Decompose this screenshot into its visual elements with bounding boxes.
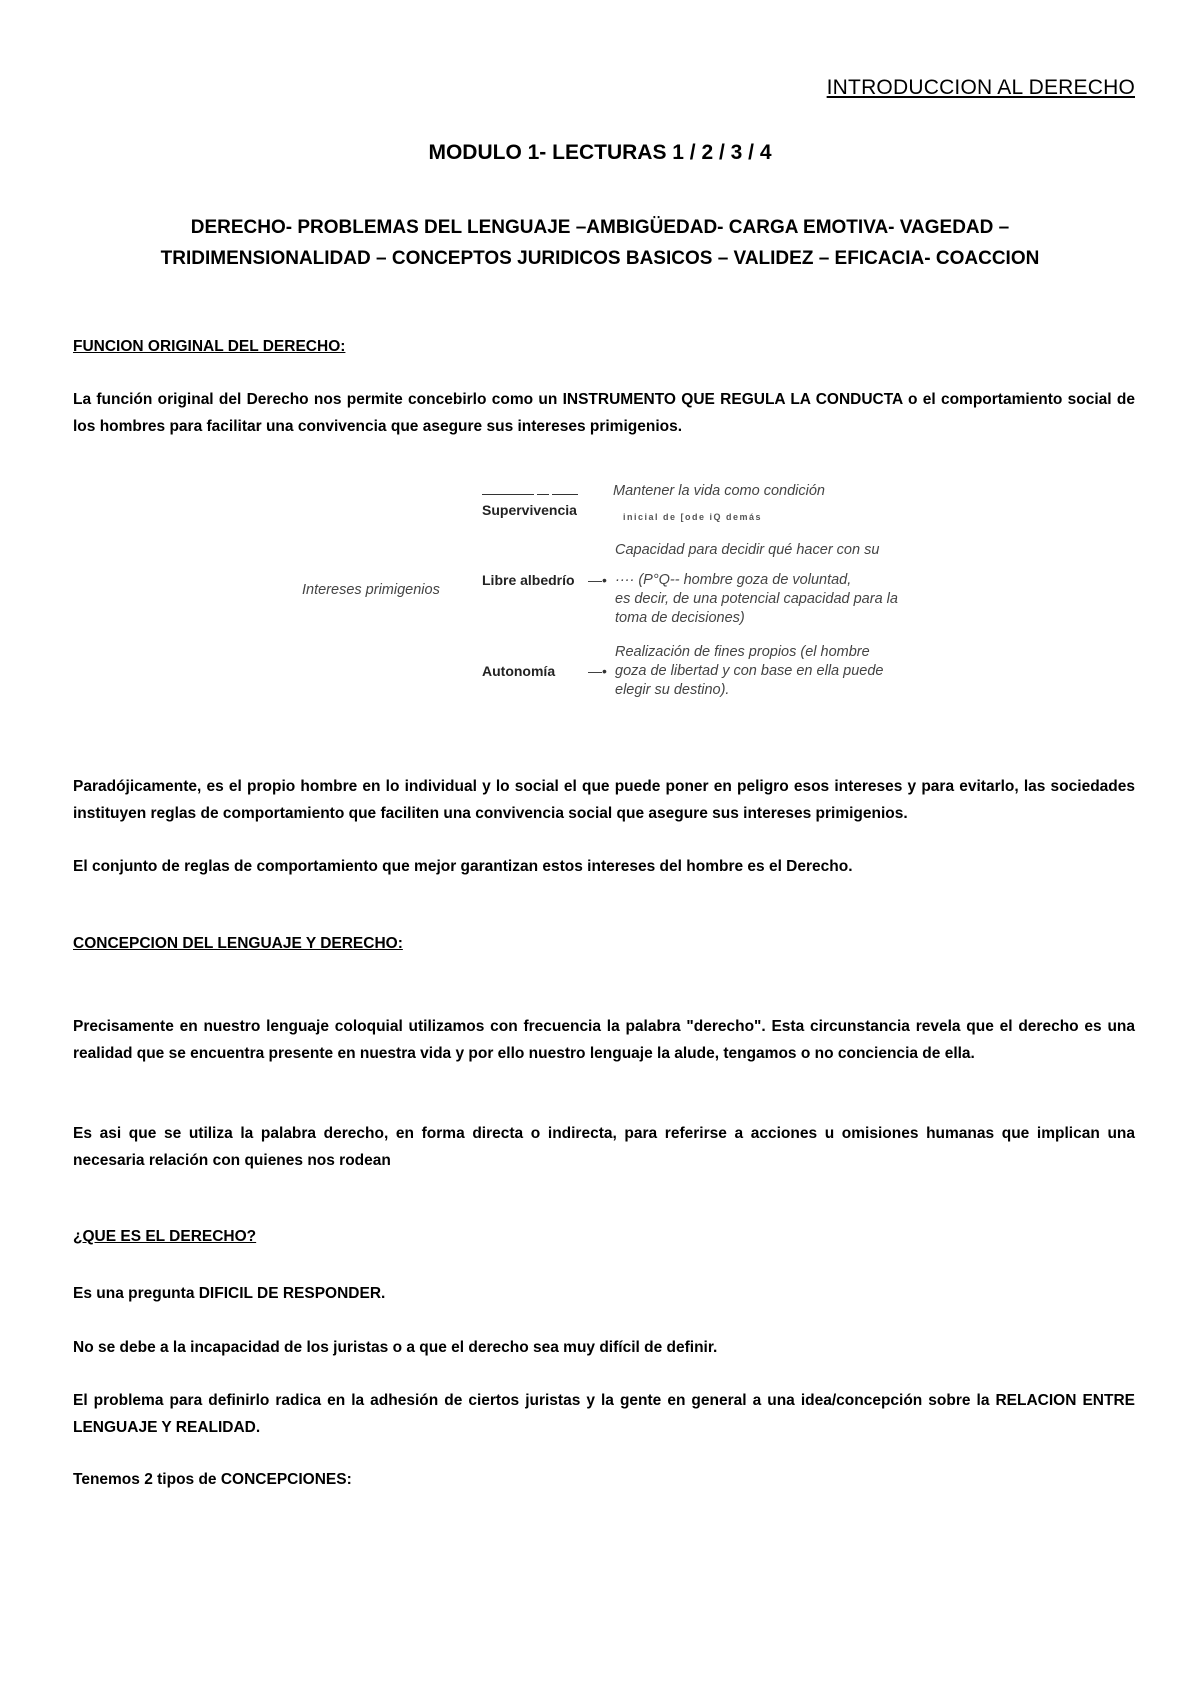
topics-line-1: DERECHO- PROBLEMAS DEL LENGUAJE –AMBIGÜEDAD- CARGA EMOTIVA- VAGEDAD – xyxy=(190,217,1010,238)
section-title-funcion: FUNCION ORIGINAL DEL DERECHO: xyxy=(73,338,346,355)
topics-line-2: TRIDIMENSIONALIDAD – CONCEPTOS JURIDICOS BASICOS – VALIDEZ – EFICACIA- COACCION xyxy=(160,248,1040,269)
diagram-desc-libre-albedrio-3: es decir, de una potencial capacidad para la xyxy=(615,591,898,607)
diagram-arrow: —• xyxy=(588,663,607,679)
diagram-root-label: Intereses primigenios xyxy=(302,582,440,598)
topics-heading xyxy=(60,212,1140,274)
diagram-desc-libre-albedrio-4: toma de decisiones) xyxy=(615,610,745,626)
diagram-desc-libre-albedrio-2: ···· (P°Q-- hombre goza de voluntad, xyxy=(615,572,852,588)
diagram-desc-autonomia-2: goza de libertad y con base en ella puede xyxy=(615,663,884,679)
diagram-desc-libre-albedrio-1: Capacidad para decidir qué hacer con su xyxy=(615,542,880,558)
diagram-label-libre-albedrio: Libre albedrío xyxy=(482,572,575,588)
paragraph-conjunto-reglas: El conjunto de reglas de comportamiento que mejor garantizan estos intereses del hombre es el Derecho. xyxy=(73,858,853,875)
diagram-rule xyxy=(552,494,578,495)
paragraph-precisamente: Precisamente en nuestro lenguaje coloquial utilizamos con frecuencia la palabra "derecho". Esta circunstancia revela que el derecho es una realidad que se encuentra presente en nuestra vida y por ello nuestro lenguaje la alude, tengamos o no conciencia de ella. xyxy=(73,1018,1135,1062)
course-header: INTRODUCCION AL DERECHO xyxy=(826,76,1135,99)
intereses-diagram xyxy=(290,478,930,708)
diagram-desc-supervivencia-1: Mantener la vida como condición xyxy=(613,483,825,499)
paragraph-pregunta-dificil: Es una pregunta DIFICIL DE RESPONDER. xyxy=(73,1285,386,1302)
diagram-desc-supervivencia-2: inicial de [ode iQ demás xyxy=(623,512,763,522)
module-title: MODULO 1- LECTURAS 1 / 2 / 3 / 4 xyxy=(428,141,772,164)
diagram-rule xyxy=(537,494,549,495)
diagram-desc-autonomia-1: Realización de fines propios (el hombre xyxy=(615,644,870,660)
paragraph-paradojicamente: Paradójicamente, es el propio hombre en lo individual y lo social el que puede poner en peligro esos intereses y para evitarlo, las sociedades instituyen reglas de comportamiento que faciliten una convivencia social que asegure sus intereses primigenios. xyxy=(73,778,1135,822)
diagram-arrow: —• xyxy=(588,572,607,588)
diagram-label-autonomia: Autonomía xyxy=(482,663,556,679)
paragraph-tenemos: Tenemos 2 tipos de CONCEPCIONES: xyxy=(73,1471,352,1488)
section-title-concepcion: CONCEPCION DEL LENGUAJE Y DERECHO: xyxy=(73,935,403,952)
paragraph-problema: El problema para definirlo radica en la adhesión de ciertos juristas y la gente en general a una idea/concepción sobre la RELACION ENTRE LENGUAJE Y REALIDAD. xyxy=(73,1392,1135,1436)
paragraph-funcion-original: La función original del Derecho nos permite concebirlo como un INSTRUMENTO QUE REGULA LA CONDUCTA o el comportamiento social de los hombres para facilitar una convivencia que asegure sus intereses primigenios. xyxy=(73,391,1135,435)
diagram-rule xyxy=(482,494,534,495)
diagram-label-supervivencia: Supervivencia xyxy=(482,502,577,518)
diagram-desc-autonomia-3: elegir su destino). xyxy=(615,682,730,698)
paragraph-no-se-debe: No se debe a la incapacidad de los juristas o a que el derecho sea muy difícil de definir. xyxy=(73,1339,718,1356)
section-title-que-es: ¿QUE ES EL DERECHO? xyxy=(73,1228,257,1245)
paragraph-es-asi: Es asi que se utiliza la palabra derecho, en forma directa o indirecta, para referirse a acciones u omisiones humanas que implican una necesaria relación con quienes nos rodean xyxy=(73,1125,1135,1169)
